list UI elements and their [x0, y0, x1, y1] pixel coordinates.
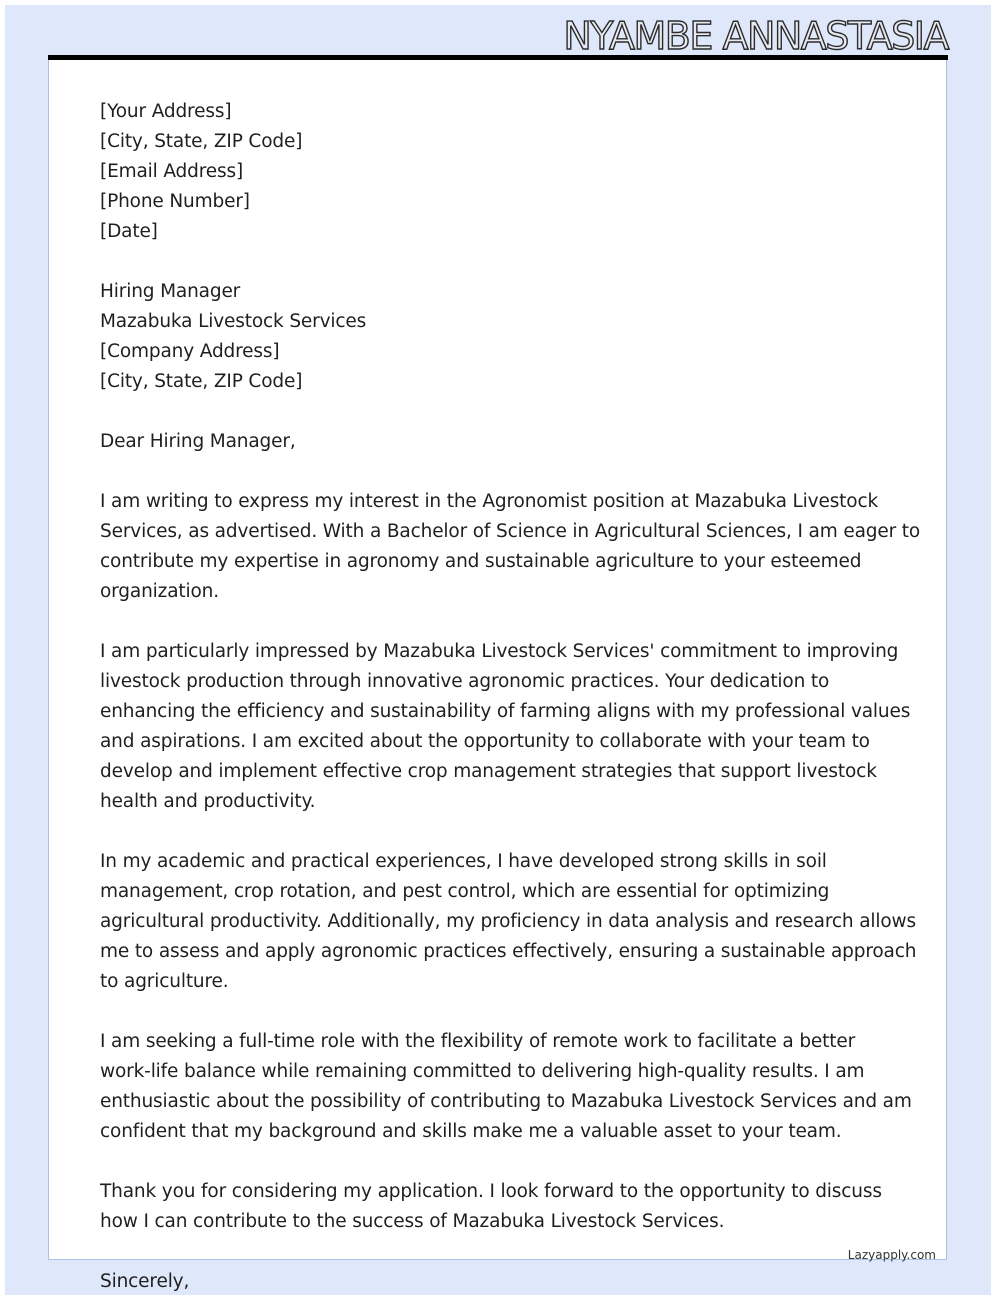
- paragraph-3: [100, 847, 917, 997]
- letter-date: [Date]: [100, 221, 158, 242]
- paragraph-line: I am writing to express my interest in the Agronomist position at Mazabuka Livestock: [100, 491, 879, 512]
- sender-address: [Your Address]: [100, 101, 232, 122]
- paragraph-line: livestock production through innovative agronomic practices. Your dedication to: [100, 671, 830, 692]
- paragraph-line: I am particularly impressed by Mazabuka Livestock Services' commitment to improving: [100, 641, 899, 662]
- sender-email: [Email Address]: [100, 161, 244, 182]
- paragraph-line: develop and implement effective crop management strategies that support livestock: [100, 761, 877, 782]
- paragraph-1: [100, 487, 921, 607]
- paragraph-line: agricultural productivity. Additionally, my proficiency in data analysis and research allows: [100, 911, 916, 932]
- paragraph-line: work-life balance while remaining committed to delivering high-quality results. I am: [100, 1061, 865, 1082]
- paragraph-line: Services, as advertised. With a Bachelor of Science in Agricultural Sciences, I am eager to: [100, 521, 921, 542]
- paragraph-line: organization.: [100, 581, 219, 602]
- recipient-title: Hiring Manager: [100, 281, 241, 302]
- paragraph-line: health and productivity.: [100, 791, 316, 812]
- sender-phone: [Phone Number]: [100, 191, 250, 212]
- paragraph-line: me to assess and apply agronomic practices effectively, ensuring a sustainable approach: [100, 941, 917, 962]
- paragraph-5: [100, 1177, 890, 1237]
- sender-city: [City, State, ZIP Code]: [100, 131, 303, 152]
- recipient-address: [Company Address]: [100, 341, 280, 362]
- paragraph-line: enhancing the efficiency and sustainability of farming aligns with my professional values: [100, 701, 911, 722]
- paragraph-line: to agriculture.: [100, 971, 229, 992]
- paragraph-2: [100, 637, 911, 817]
- closing: Sincerely,: [100, 1271, 190, 1292]
- paragraph-line: enthusiastic about the possibility of contributing to Mazabuka Livestock Services and am: [100, 1091, 912, 1112]
- applicant-name: NYAMBE ANNASTASIA: [563, 14, 948, 58]
- paragraph-line: contribute my expertise in agronomy and sustainable agriculture to your esteemed: [100, 551, 862, 572]
- watermark-text: Lazyapply.com: [847, 1248, 936, 1262]
- paragraph-line: management, crop rotation, and pest control, which are essential for optimizing: [100, 881, 830, 902]
- recipient-block: [100, 277, 890, 397]
- recipient-city: [City, State, ZIP Code]: [100, 371, 303, 392]
- recipient-company: Mazabuka Livestock Services: [100, 311, 367, 332]
- paragraph-line: In my academic and practical experiences, I have developed strong skills in soil: [100, 851, 827, 872]
- paragraph-line: and aspirations. I am excited about the opportunity to collaborate with your team to: [100, 731, 870, 752]
- paragraph-4: [100, 1027, 912, 1147]
- sender-block: [100, 97, 890, 247]
- salutation: Dear Hiring Manager,: [100, 431, 296, 452]
- paragraph-line: how I can contribute to the success of Mazabuka Livestock Services.: [100, 1211, 725, 1232]
- paragraph-line: confident that my background and skills make me a valuable asset to your team.: [100, 1121, 842, 1142]
- paragraph-line: I am seeking a full-time role with the flexibility of remote work to facilitate a better: [100, 1031, 856, 1052]
- paragraph-line: Thank you for considering my application. I look forward to the opportunity to discuss: [100, 1181, 882, 1202]
